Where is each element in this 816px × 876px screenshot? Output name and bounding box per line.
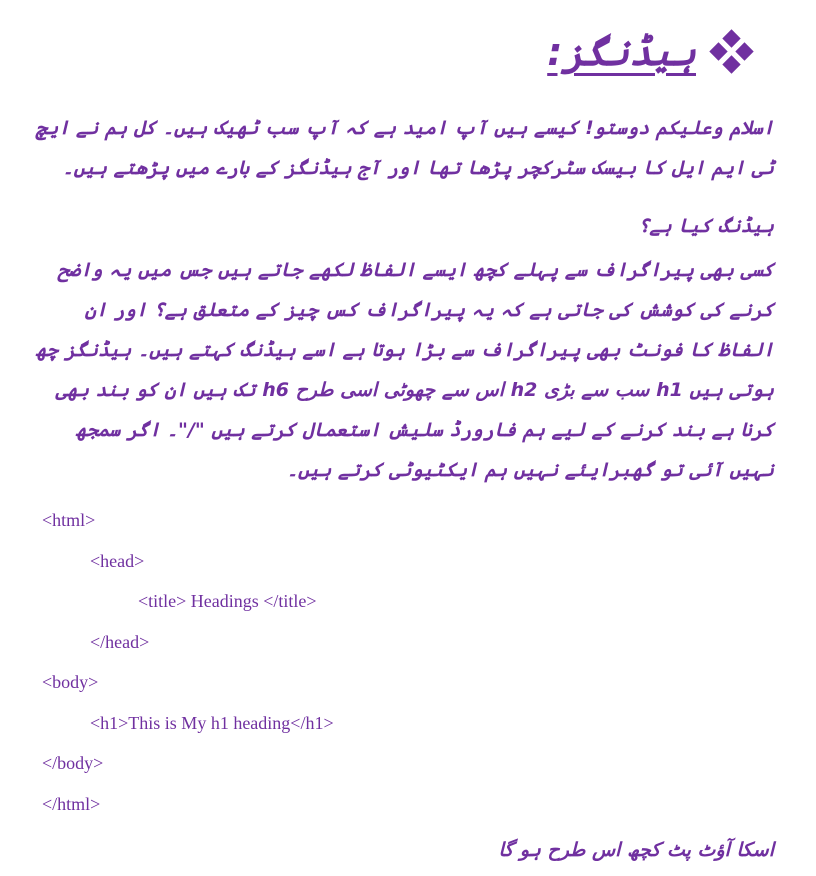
output-note: اسکا آؤٹ پٹ کچھ اس طرح ہو گا [498, 839, 774, 861]
code-example [42, 500, 334, 824]
question-line [34, 206, 774, 246]
code-line: </body> [42, 753, 104, 773]
code-line: <h1>This is My h1 heading</h1> [90, 712, 334, 733]
four-diamonds-icon [710, 30, 754, 74]
intro-paragraph [34, 108, 774, 188]
code-line: <title> Headings </title> [138, 591, 317, 611]
page-heading [547, 22, 754, 82]
explanation-paragraph [34, 250, 774, 490]
code-line: <html> [42, 510, 96, 530]
code-line: </html> [42, 793, 101, 814]
explanation-paragraph-text: کسی بھی پیراگراف سے پہلے کچھ ایسے الفاظ لکھے جاتے ہیں جس میں یہ واضح کرنے کی کوشش کی جاتی ہے کہ یہ پیراگراف کس چیز کے متعلق ہے؟ اور ان الفاظ کا فونٹ بھی پیراگراف سے بڑا ہوتا ہے اسے ہیڈنگ کہتے ہیں۔ ہیڈنگز چھ ہوتی ہیں h1 سب سے بڑی h2 اس سے چھوٹی اسی طرح h6 تک ہیں ان کو بند بھی کرنا ہے بند کرنے کے لیے ہم فارورڈ سلیش استعمال کرتے ہیں "/"۔ اگر سمجھ نہیں آئی تو گھبرایئے نہیں ہم ایکٹیوٹی کرتے ہیں۔ [35, 259, 774, 481]
intro-paragraph-text: اسلام وعلیکم دوستو! کیسے ہیں آپ امید ہے کہ آپ سب ٹھیک ہیں۔ کل ہم نے ایچ ٹی ایم ایل کا بیسک سٹرکچر پڑھا تھا اور آج ہیڈنگز کے بارے میں پڑھتے ہیں۔ [36, 117, 774, 179]
code-line: <head> [90, 550, 145, 571]
code-line: <body> [42, 672, 99, 692]
question-text: ہیڈنگ کیا ہے؟ [638, 215, 774, 237]
code-line: </head> [90, 631, 150, 652]
page-title: ہیڈنگز: [547, 30, 696, 74]
